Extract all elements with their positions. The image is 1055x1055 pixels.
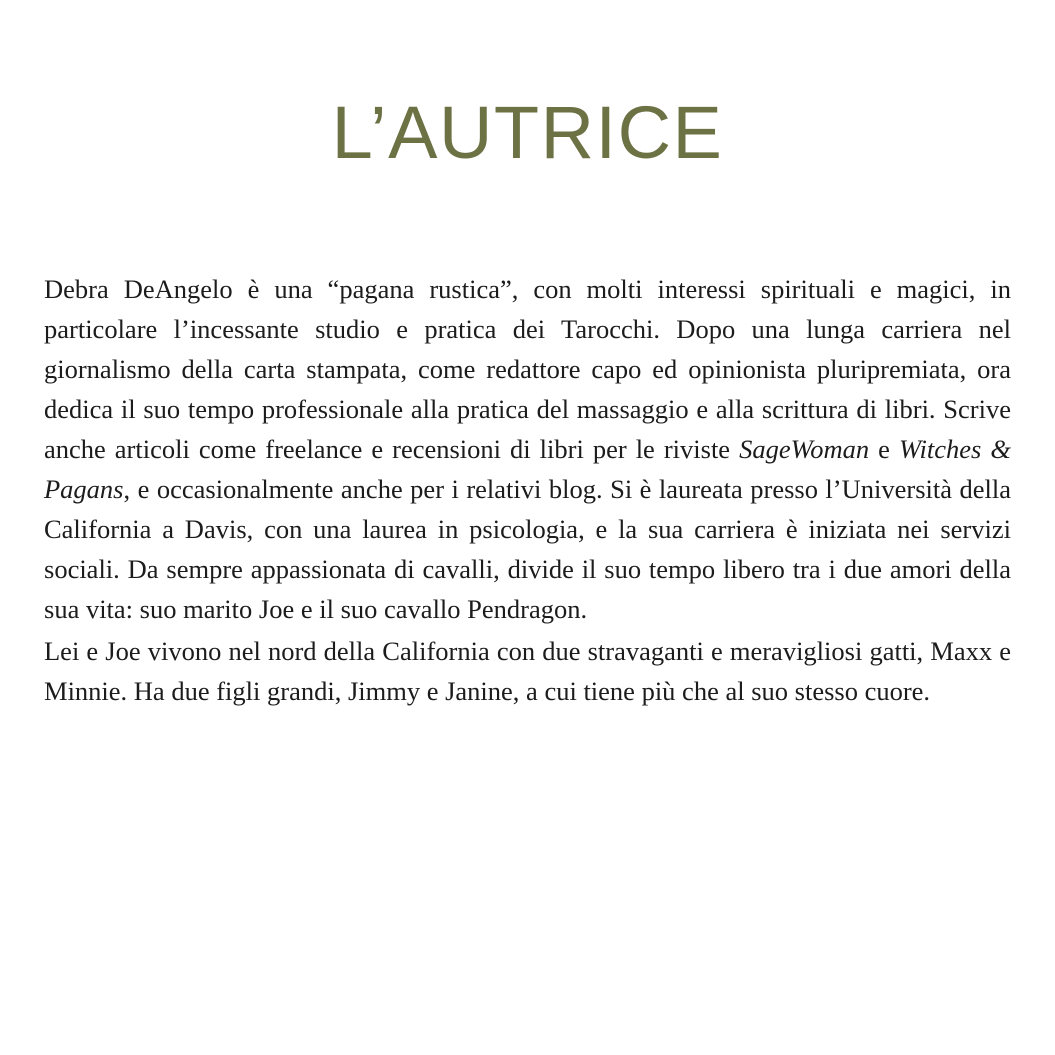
text-run: Debra DeAngelo è una “pagana rustica”, con molti interessi spirituali e magici, in particolare l’incessante studio e pratica dei Tarocchi. Dopo una lunga carriera nel giornalismo della carta stampata, come redattore capo ed opinionista pluripremiata, ora dedica il suo tempo professionale alla pratica del massaggio e alla scrittura di libri. Scrive anche articoli come freelance e recensioni di libri per le riviste (44, 274, 1011, 465)
text-run: , e occasionalmente anche per i relativi blog. Si è laureata presso l’Università della California a Davis, con una laurea in psicologia, e la sua carriera è iniziata nei servizi sociali. Da sempre appassionata di cavalli, divide il suo tempo libero tra i due amori della sua vita: suo marito Joe e il suo cavallo Pendragon. (44, 474, 1011, 625)
bio-paragraph-2 (44, 631, 1011, 711)
italic-text: Witches & Pagans (44, 434, 1011, 505)
author-bio (40, 269, 1015, 711)
italic-text: SageWoman (739, 434, 870, 465)
bio-paragraph-1 (44, 269, 1011, 629)
page-title: L’AUTRICE (331, 91, 724, 174)
text-run: Lei e Joe vivono nel nord della California con due stravaganti e meravigliosi gatti, Maxx e Minnie. Ha due figli grandi, Jimmy e Janine, a cui tiene più che al suo stesso cuore. (44, 636, 1011, 707)
text-run: e (869, 434, 899, 465)
